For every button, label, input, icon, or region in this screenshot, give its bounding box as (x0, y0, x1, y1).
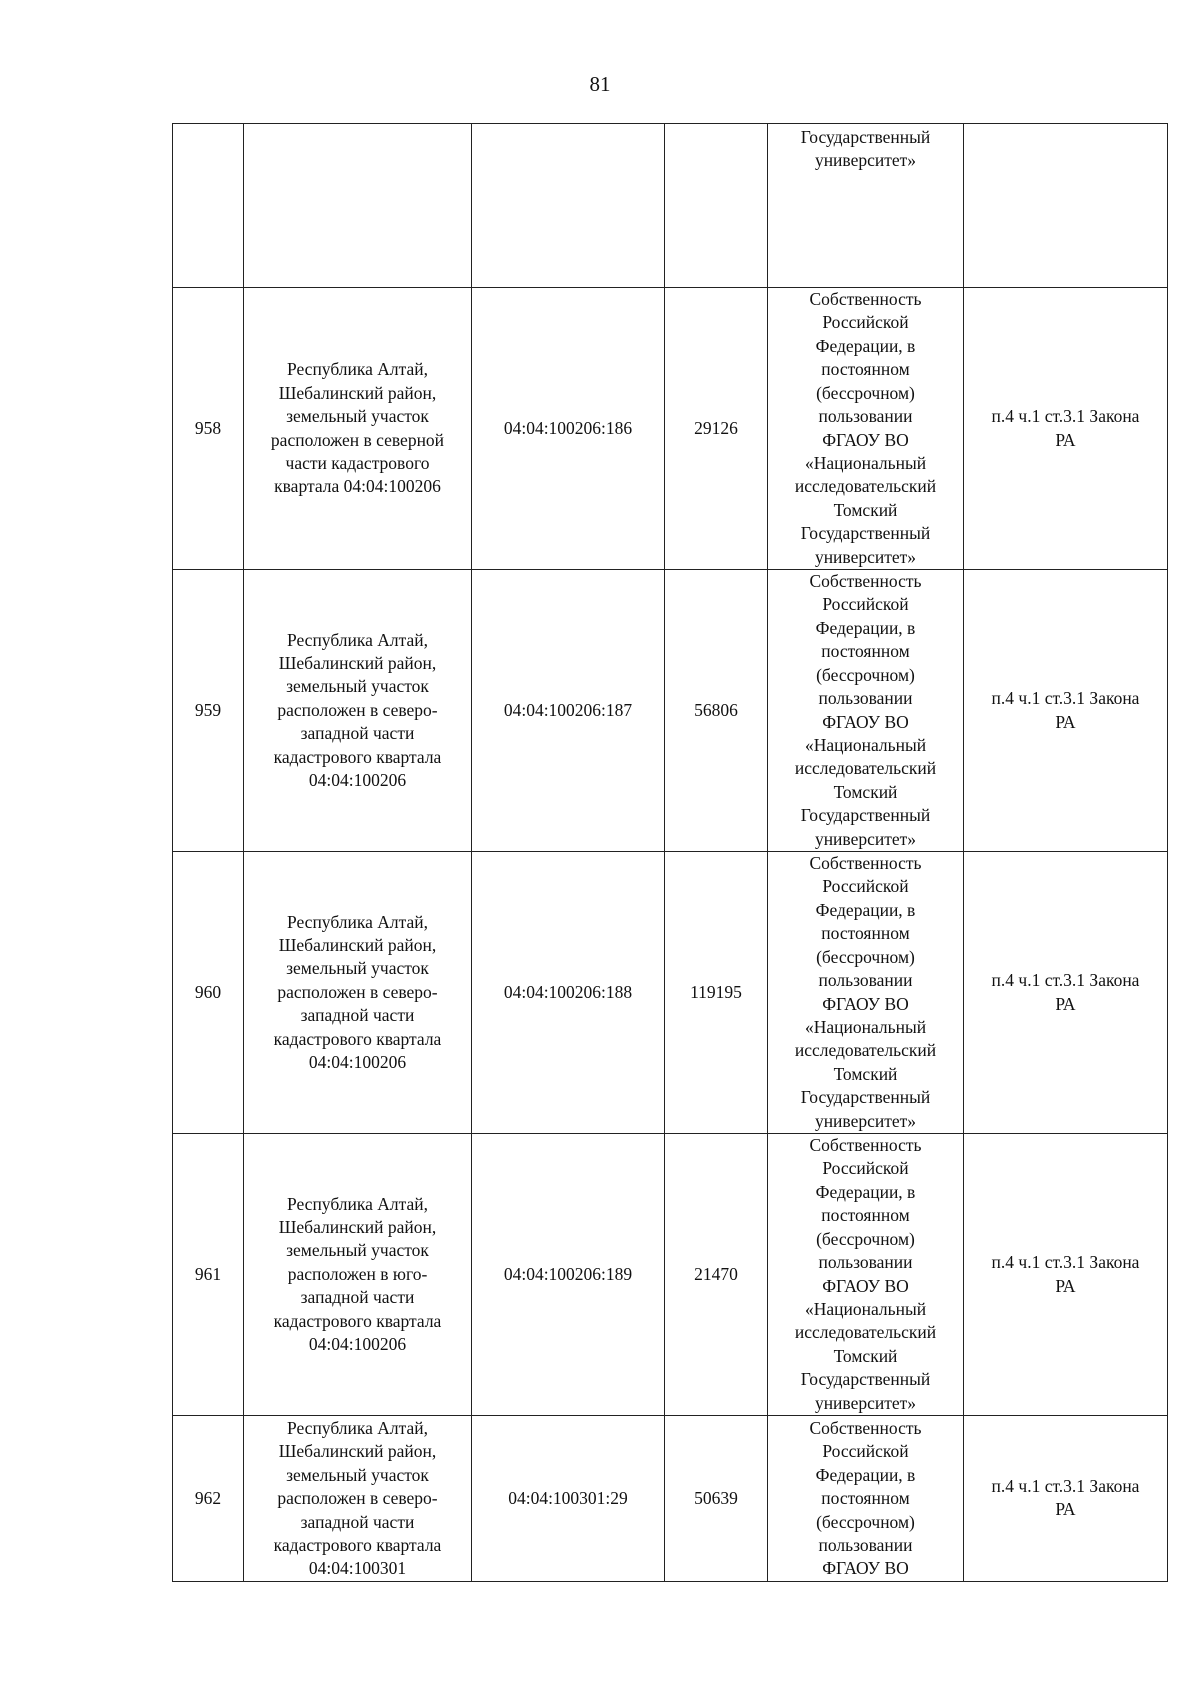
table-row (173, 288, 1168, 570)
cadastral-number-cell: 04:04:100206:188 (472, 852, 665, 1134)
legal-basis-cell: п.4 ч.1 ст.3.1 Закона РА (964, 1416, 1168, 1582)
page-number: 81 (589, 72, 611, 96)
area-cell (665, 124, 768, 288)
num-cell: 958 (173, 288, 244, 570)
owner-cell: Собственность Российской Федерации, в постоянном (бессрочном) пользовании ФГАОУ ВО «Национальный исследовательский Томский Государственный университет» (768, 288, 964, 570)
cadastral-number-cell: 04:04:100206:187 (472, 570, 665, 852)
address-cell: Республика Алтай, Шебалинский район, земельный участок расположен в северо- западной части кадастрового квартала 04:04:100301 (244, 1416, 472, 1582)
area-cell: 56806 (665, 570, 768, 852)
land-registry-table (172, 123, 1168, 1582)
owner-cell: Собственность Российской Федерации, в постоянном (бессрочном) пользовании ФГАОУ ВО «Национальный исследовательский Томский Государственный университет» (768, 570, 964, 852)
address-cell (244, 124, 472, 288)
num-cell: 961 (173, 1134, 244, 1416)
legal-basis-cell: п.4 ч.1 ст.3.1 Закона РА (964, 852, 1168, 1134)
num-cell: 960 (173, 852, 244, 1134)
area-cell: 29126 (665, 288, 768, 570)
table-row-continuation (173, 124, 1168, 288)
area-cell: 119195 (665, 852, 768, 1134)
table-row (173, 1416, 1168, 1582)
num-cell (173, 124, 244, 288)
cadastral-number-cell: 04:04:100206:186 (472, 288, 665, 570)
legal-basis-cell: п.4 ч.1 ст.3.1 Закона РА (964, 570, 1168, 852)
cadastral-number-cell (472, 124, 665, 288)
owner-cell: Собственность Российской Федерации, в постоянном (бессрочном) пользовании ФГАОУ ВО «Национальный исследовательский Томский Государственный университет» (768, 1134, 964, 1416)
address-cell: Республика Алтай, Шебалинский район, земельный участок расположен в северной части кадастрового квартала 04:04:100206 (244, 288, 472, 570)
address-cell: Республика Алтай, Шебалинский район, земельный участок расположен в юго- западной части кадастрового квартала 04:04:100206 (244, 1134, 472, 1416)
owner-cell: Собственность Российской Федерации, в постоянном (бессрочном) пользовании ФГАОУ ВО (768, 1416, 964, 1582)
num-cell: 959 (173, 570, 244, 852)
owner-cell: Собственность Российской Федерации, в постоянном (бессрочном) пользовании ФГАОУ ВО «Национальный исследовательский Томский Государственный университет» (768, 852, 964, 1134)
address-cell: Республика Алтай, Шебалинский район, земельный участок расположен в северо- западной части кадастрового квартала 04:04:100206 (244, 570, 472, 852)
legal-basis-cell: п.4 ч.1 ст.3.1 Закона РА (964, 1134, 1168, 1416)
owner-cell: Государственный университет» (768, 124, 964, 288)
address-cell: Республика Алтай, Шебалинский район, земельный участок расположен в северо- западной части кадастрового квартала 04:04:100206 (244, 852, 472, 1134)
legal-basis-cell: п.4 ч.1 ст.3.1 Закона РА (964, 288, 1168, 570)
cadastral-number-cell: 04:04:100301:29 (472, 1416, 665, 1582)
area-cell: 50639 (665, 1416, 768, 1582)
table-row (173, 1134, 1168, 1416)
table-row (173, 852, 1168, 1134)
table-row (173, 570, 1168, 852)
area-cell: 21470 (665, 1134, 768, 1416)
cadastral-number-cell: 04:04:100206:189 (472, 1134, 665, 1416)
num-cell: 962 (173, 1416, 244, 1582)
legal-basis-cell (964, 124, 1168, 288)
